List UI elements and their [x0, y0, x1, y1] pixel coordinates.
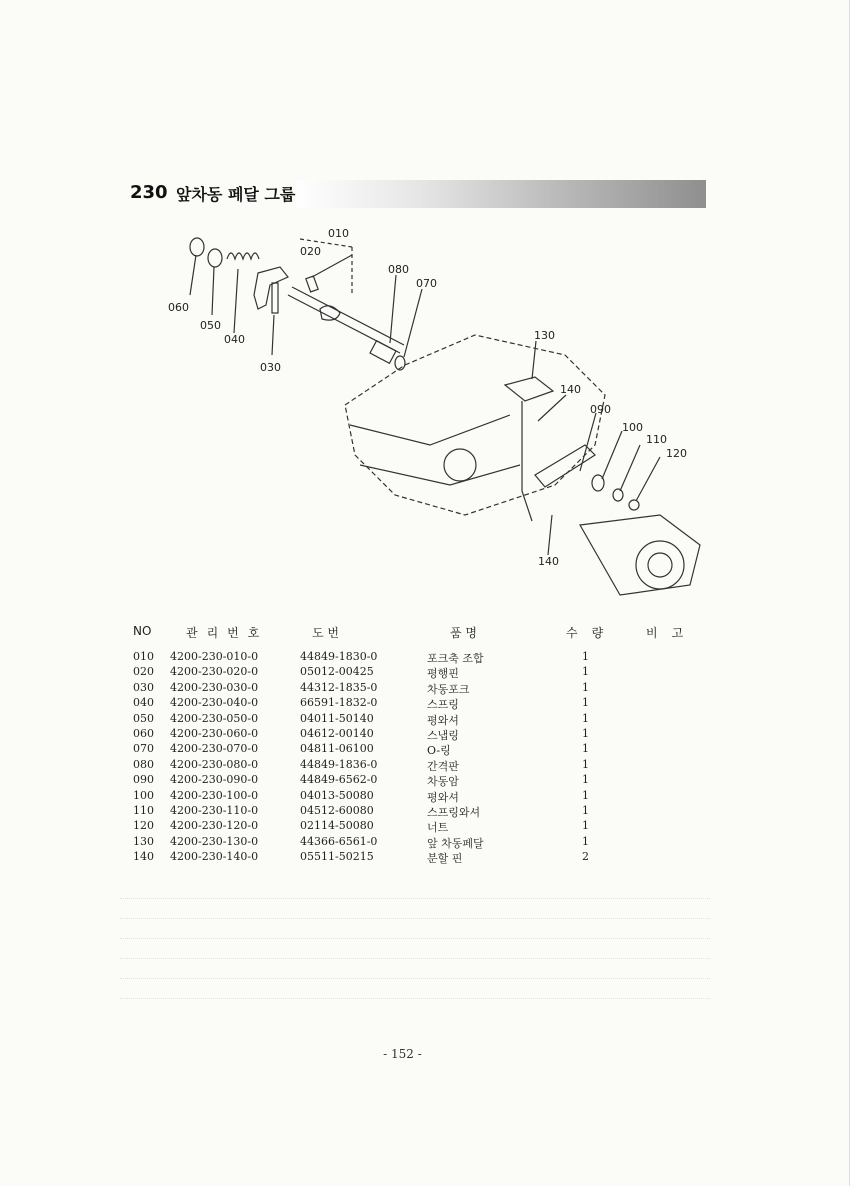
cell-name: 분할 핀 — [427, 852, 463, 866]
cell-name: 차동포크 — [427, 682, 470, 696]
cell-name: 평행핀 — [427, 667, 459, 681]
pin-shape — [306, 276, 318, 292]
cell-name: 평와셔 — [427, 713, 459, 727]
cell-no: 010 — [133, 650, 154, 663]
header-gradient-bar — [296, 180, 706, 208]
spring-washer-shape — [613, 489, 623, 501]
label-110: 110 — [646, 433, 667, 446]
table-row — [0, 773, 850, 788]
cell-name: 너트 — [427, 821, 449, 835]
page-number: - 152 - — [383, 1047, 422, 1061]
cell-qty: 1 — [582, 803, 589, 817]
table-row — [0, 835, 850, 850]
fork-pin-shape — [272, 283, 278, 313]
label-020: 020 — [300, 245, 321, 258]
table-row — [0, 665, 850, 680]
cell-mgmt: 4200-230-020-0 — [170, 665, 259, 679]
axle-flange — [636, 541, 684, 589]
label-090: 090 — [590, 403, 611, 416]
table-row — [0, 727, 850, 742]
table-row — [0, 681, 850, 696]
section-title: 앞차동 페달 그룹 — [176, 185, 296, 204]
cell-name: 차동암 — [427, 775, 459, 789]
cell-dwg: 44849-1830-0 — [300, 650, 378, 663]
housing-boss — [444, 449, 476, 481]
label-030: 030 — [260, 361, 281, 374]
label-070: 070 — [416, 277, 437, 290]
table-row — [0, 712, 850, 727]
table-row — [0, 758, 850, 773]
cell-mgmt: 4200-230-140-0 — [170, 850, 259, 864]
cell-no: 050 — [133, 711, 154, 725]
cell-dwg: 04013-50080 — [300, 788, 374, 802]
header-remarks: 비고 — [646, 626, 698, 640]
cell-no: 120 — [133, 819, 154, 833]
label-130: 130 — [534, 329, 555, 342]
cell-qty: 1 — [582, 680, 589, 694]
cell-name: 스프링와셔 — [427, 805, 481, 819]
parts-table-header — [0, 624, 850, 644]
label-080: 080 — [388, 263, 409, 276]
cell-name: 스프링 — [427, 698, 459, 712]
label-010: 010 — [328, 227, 349, 240]
label-040: 040 — [224, 333, 245, 346]
cell-no: 030 — [133, 680, 154, 694]
cell-mgmt: 4200-230-130-0 — [170, 834, 259, 848]
cell-dwg: 66591-1832-0 — [300, 696, 378, 710]
table-row — [0, 850, 850, 865]
label-060: 060 — [168, 301, 189, 314]
cell-dwg: 44312-1835-0 — [300, 680, 378, 694]
cell-qty: 1 — [582, 726, 589, 740]
nut-shape — [629, 500, 639, 510]
cell-name: 앞 차동페달 — [427, 836, 484, 850]
section-number: 230 — [130, 182, 168, 203]
cell-dwg: 05511-50215 — [300, 850, 374, 864]
cell-no: 020 — [133, 665, 154, 679]
parts-table-body — [0, 650, 850, 865]
cell-dwg: 04811-06100 — [300, 742, 374, 756]
table-row — [0, 696, 850, 711]
cell-dwg: 04011-50140 — [300, 711, 374, 725]
cell-no: 100 — [133, 788, 154, 802]
cell-mgmt: 4200-230-050-0 — [170, 711, 259, 725]
label-050: 050 — [200, 319, 221, 332]
header-quantity: 수량 — [566, 626, 618, 640]
table-row — [0, 650, 850, 665]
cell-name: 스냅링 — [427, 728, 459, 742]
cell-mgmt: 4200-230-010-0 — [170, 650, 259, 663]
spring-shape — [227, 253, 259, 259]
cell-no: 130 — [133, 834, 154, 848]
table-row — [0, 742, 850, 757]
cell-dwg: 05012-00425 — [300, 665, 374, 679]
table-row — [0, 819, 850, 834]
cell-no: 110 — [133, 803, 154, 817]
pedal-rod-shape — [522, 401, 532, 521]
cell-mgmt: 4200-230-080-0 — [170, 757, 259, 771]
fork-shape — [254, 267, 288, 309]
cell-qty: 1 — [582, 834, 589, 848]
housing-detail — [350, 415, 520, 485]
cell-no: 140 — [133, 850, 154, 864]
cell-no: 070 — [133, 742, 154, 756]
snap-ring-shape — [190, 238, 204, 256]
cell-dwg: 04612-00140 — [300, 726, 374, 740]
cell-name: 평와셔 — [427, 790, 459, 804]
cell-mgmt: 4200-230-100-0 — [170, 788, 259, 802]
header-no: NO — [133, 624, 152, 638]
cell-mgmt: 4200-230-030-0 — [170, 680, 259, 694]
cell-qty: 1 — [582, 696, 589, 710]
cell-qty: 1 — [582, 757, 589, 771]
cell-no: 090 — [133, 773, 154, 787]
cell-no: 060 — [133, 726, 154, 740]
cell-name: 포크축 조합 — [427, 652, 484, 665]
bleed-through-lines — [120, 880, 710, 1020]
cell-mgmt: 4200-230-110-0 — [170, 803, 259, 817]
cell-qty: 1 — [582, 650, 589, 663]
shaft-shape — [288, 287, 404, 353]
cell-qty: 1 — [582, 819, 589, 833]
cell-name: 간격판 — [427, 759, 459, 773]
cell-mgmt: 4200-230-120-0 — [170, 819, 259, 833]
table-row — [0, 804, 850, 819]
cell-dwg: 02114-50080 — [300, 819, 374, 833]
spacer-shape — [370, 341, 396, 364]
exploded-parts-diagram — [160, 225, 720, 605]
cell-no: 080 — [133, 757, 154, 771]
cell-dwg: 04512-60080 — [300, 803, 374, 817]
header-mgmt-number: 관리번호 — [186, 626, 269, 640]
cell-mgmt: 4200-230-060-0 — [170, 726, 259, 740]
cell-dwg: 44366-6561-0 — [300, 834, 378, 848]
header-part-name: 품 명 — [450, 626, 477, 640]
cell-qty: 2 — [582, 850, 589, 864]
cell-dwg: 44849-6562-0 — [300, 773, 378, 787]
header-drawing-number: 도 번 — [312, 626, 339, 640]
cell-dwg: 44849-1836-0 — [300, 757, 378, 771]
cell-no: 040 — [133, 696, 154, 710]
gearbox-housing — [345, 335, 605, 515]
axle-hub — [648, 553, 672, 577]
label-120: 120 — [666, 447, 687, 460]
label-140-upper: 140 — [560, 383, 581, 396]
table-row — [0, 789, 850, 804]
washer-shape — [208, 249, 222, 267]
cell-mgmt: 4200-230-090-0 — [170, 773, 259, 787]
cell-mgmt: 4200-230-040-0 — [170, 696, 259, 710]
pedal-shape — [505, 377, 553, 401]
cell-qty: 1 — [582, 742, 589, 756]
label-100: 100 — [622, 421, 643, 434]
cell-mgmt: 4200-230-070-0 — [170, 742, 259, 756]
label-140-lower: 140 — [538, 555, 559, 568]
section-header — [126, 178, 706, 210]
cell-qty: 1 — [582, 773, 589, 787]
cell-name: O-링 — [427, 744, 451, 758]
cell-qty: 1 — [582, 665, 589, 679]
cell-qty: 1 — [582, 711, 589, 725]
cell-qty: 1 — [582, 788, 589, 802]
